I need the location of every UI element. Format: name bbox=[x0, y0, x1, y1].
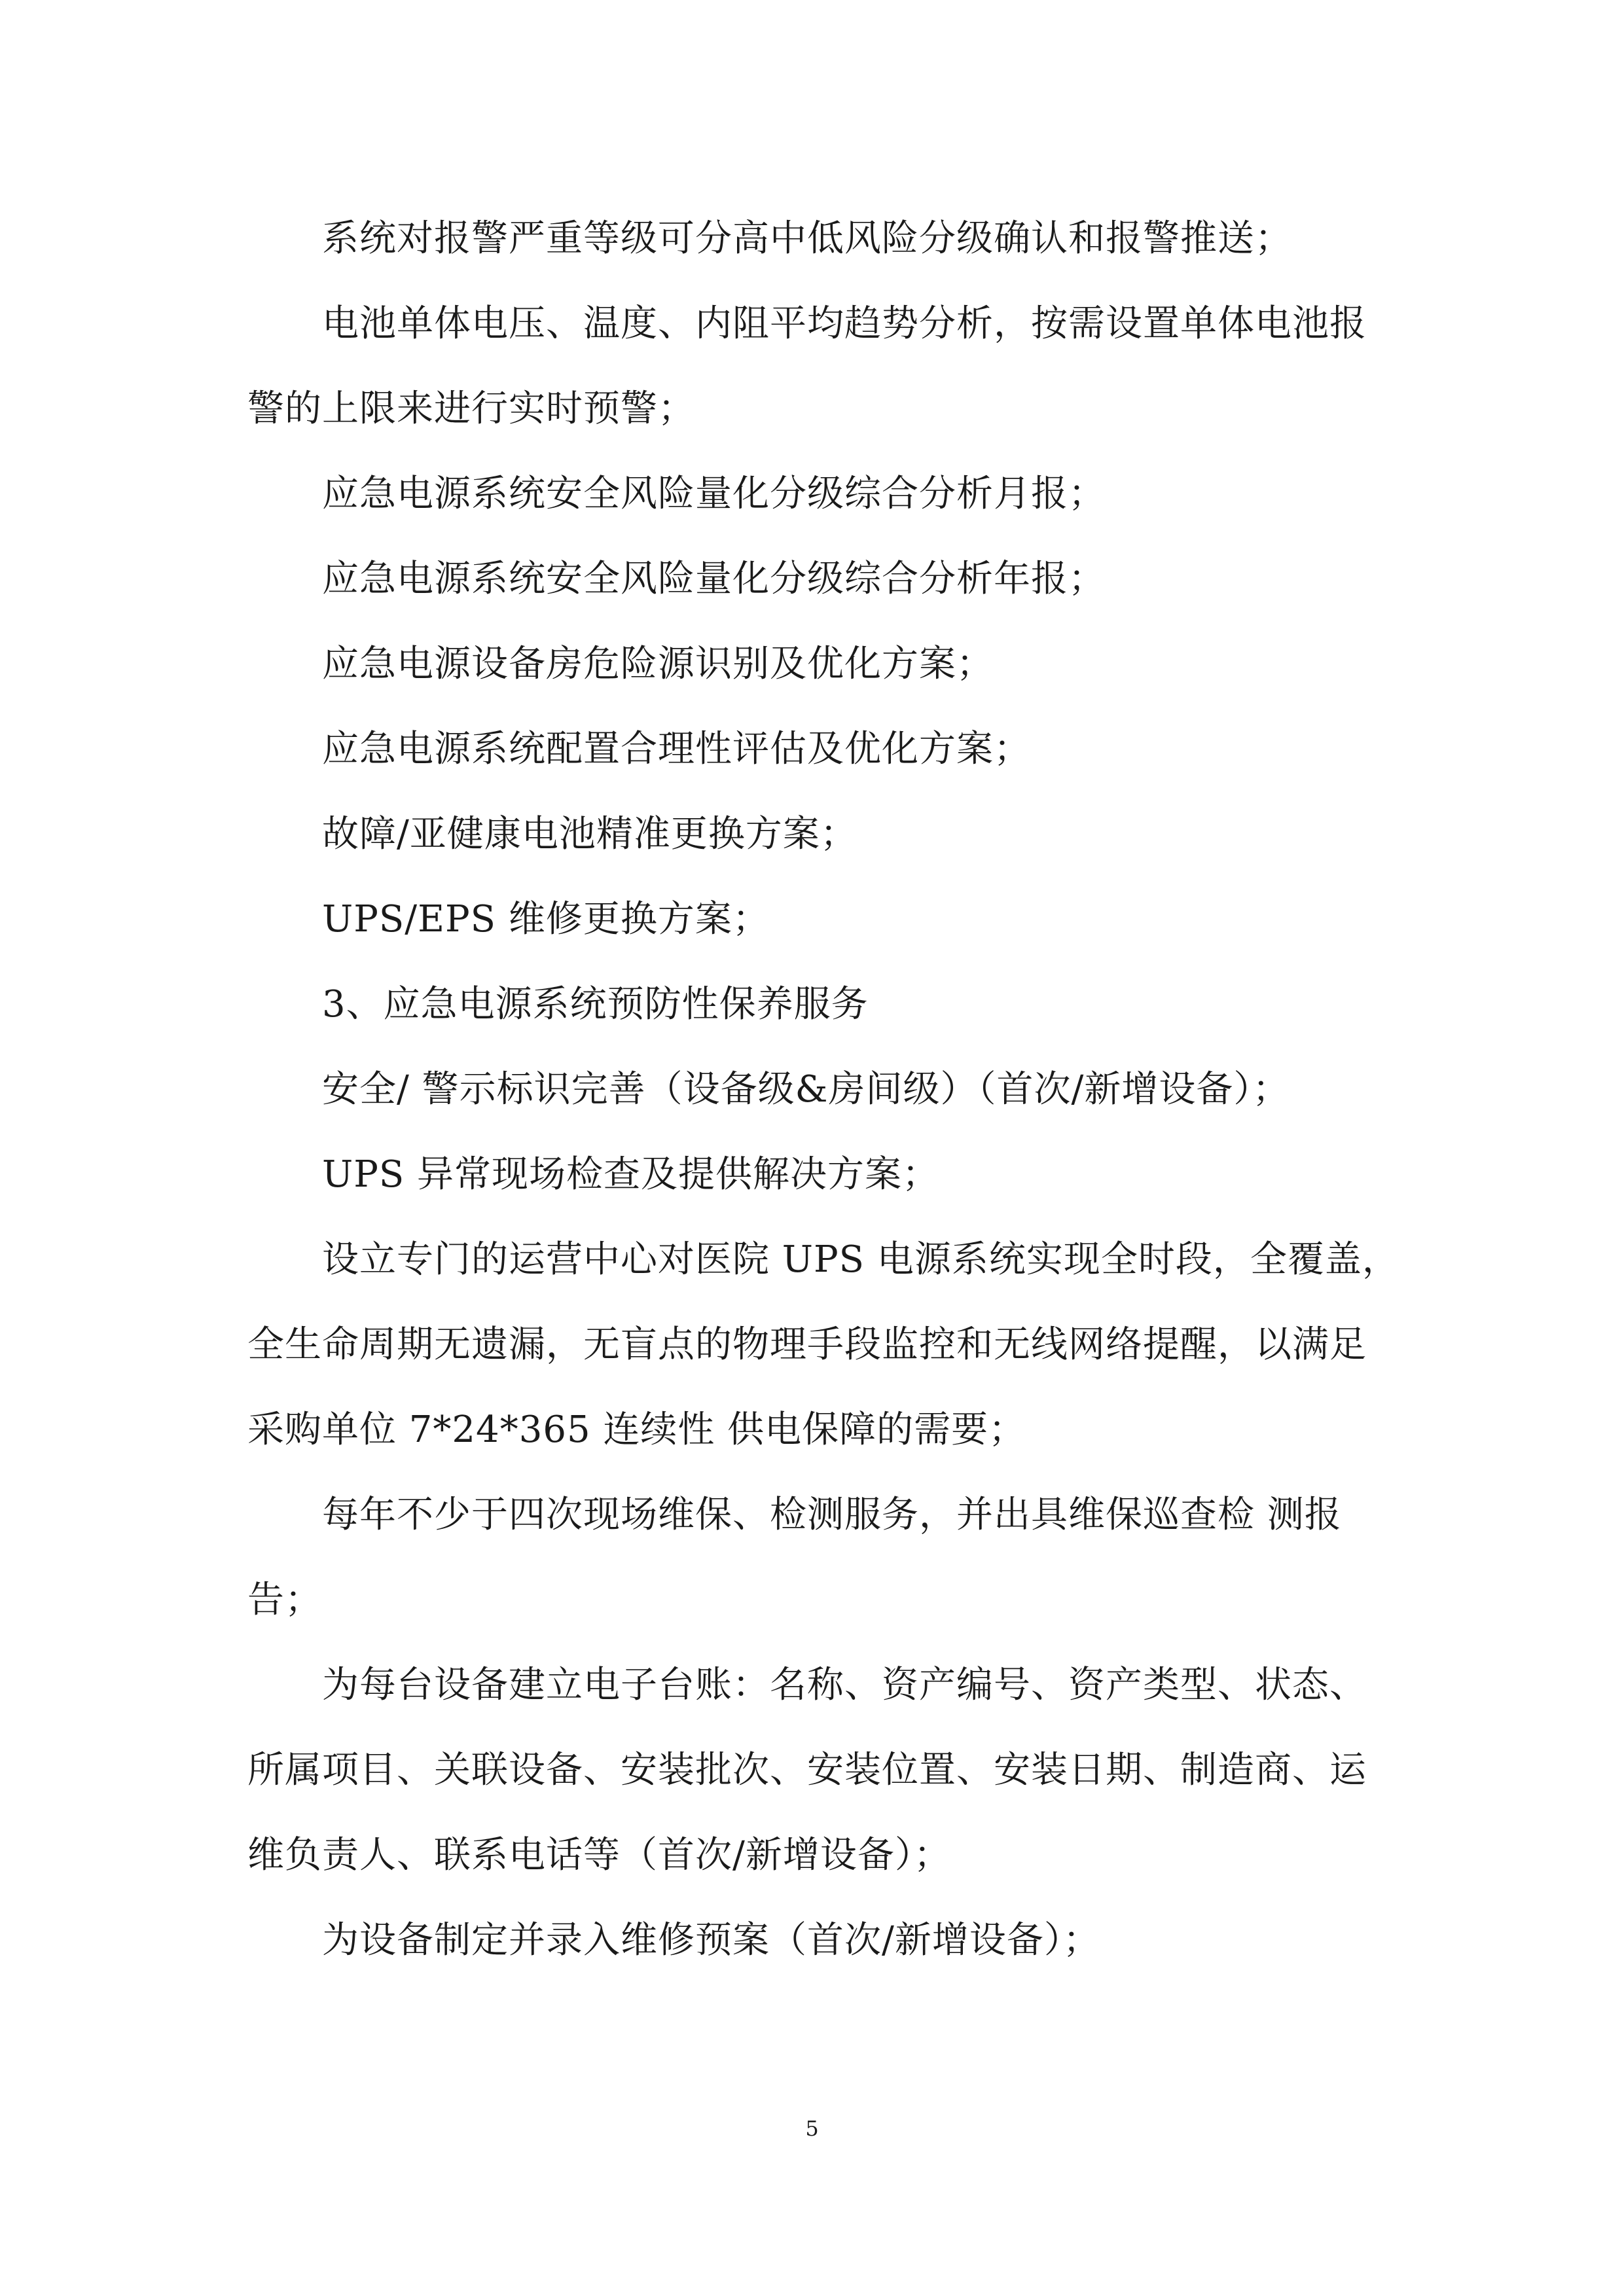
text-line: 警的上限来进行实时预警； bbox=[247, 387, 695, 430]
text-line: 所属项目、关联设备、安装批次、安装位置、安装日期、制造商、运 bbox=[247, 1749, 1367, 1791]
page-number: 5 bbox=[805, 2116, 819, 2141]
text-line: 为每台设备建立电子台账：名称、资产编号、资产类型、状态、 bbox=[322, 1664, 1367, 1706]
text-line: 应急电源系统安全风险量化分级综合分析年报； bbox=[322, 558, 1106, 600]
text-line: 采购单位 7*24*365 连续性 供电保障的需要； bbox=[247, 1408, 1026, 1451]
text-line: 为设备制定并录入维修预案（首次/新增设备）； bbox=[322, 1919, 1100, 1962]
section-heading: 3、应急电源系统预防性保养服务 bbox=[322, 983, 869, 1026]
text-line: 故障/亚健康电池精准更换方案； bbox=[322, 813, 857, 855]
text-line: 应急电源系统安全风险量化分级综合分析月报； bbox=[322, 473, 1106, 515]
text-line: UPS 异常现场检查及提供解决方案； bbox=[322, 1153, 940, 1196]
text-line: 电池单体电压、温度、内阻平均趋势分析，按需设置单体电池报 bbox=[322, 302, 1367, 345]
text-line: 应急电源设备房危险源识别及优化方案； bbox=[322, 643, 994, 685]
text-line: UPS/EPS 维修更换方案； bbox=[322, 898, 770, 941]
text-line: 设立专门的运营中心对医院 UPS 电源系统实现全时段，全覆盖， bbox=[322, 1238, 1399, 1281]
text-line: 应急电源系统配置合理性评估及优化方案； bbox=[322, 728, 1031, 770]
text-line: 安全/ 警示标识完善（设备级&房间级）（首次/新增设备）； bbox=[322, 1068, 1290, 1111]
text-line: 全生命周期无遗漏，无盲点的物理手段监控和无线网络提醒，以满足 bbox=[247, 1323, 1367, 1366]
text-line: 告； bbox=[247, 1579, 322, 1621]
text-line: 系统对报警严重等级可分高中低风险分级确认和报警推送； bbox=[322, 217, 1292, 260]
text-line: 每年不少于四次现场维保、检测服务，并出具维保巡查检 测报 bbox=[322, 1494, 1342, 1536]
text-line: 维负责人、联系电话等（首次/新增设备）； bbox=[247, 1834, 951, 1876]
